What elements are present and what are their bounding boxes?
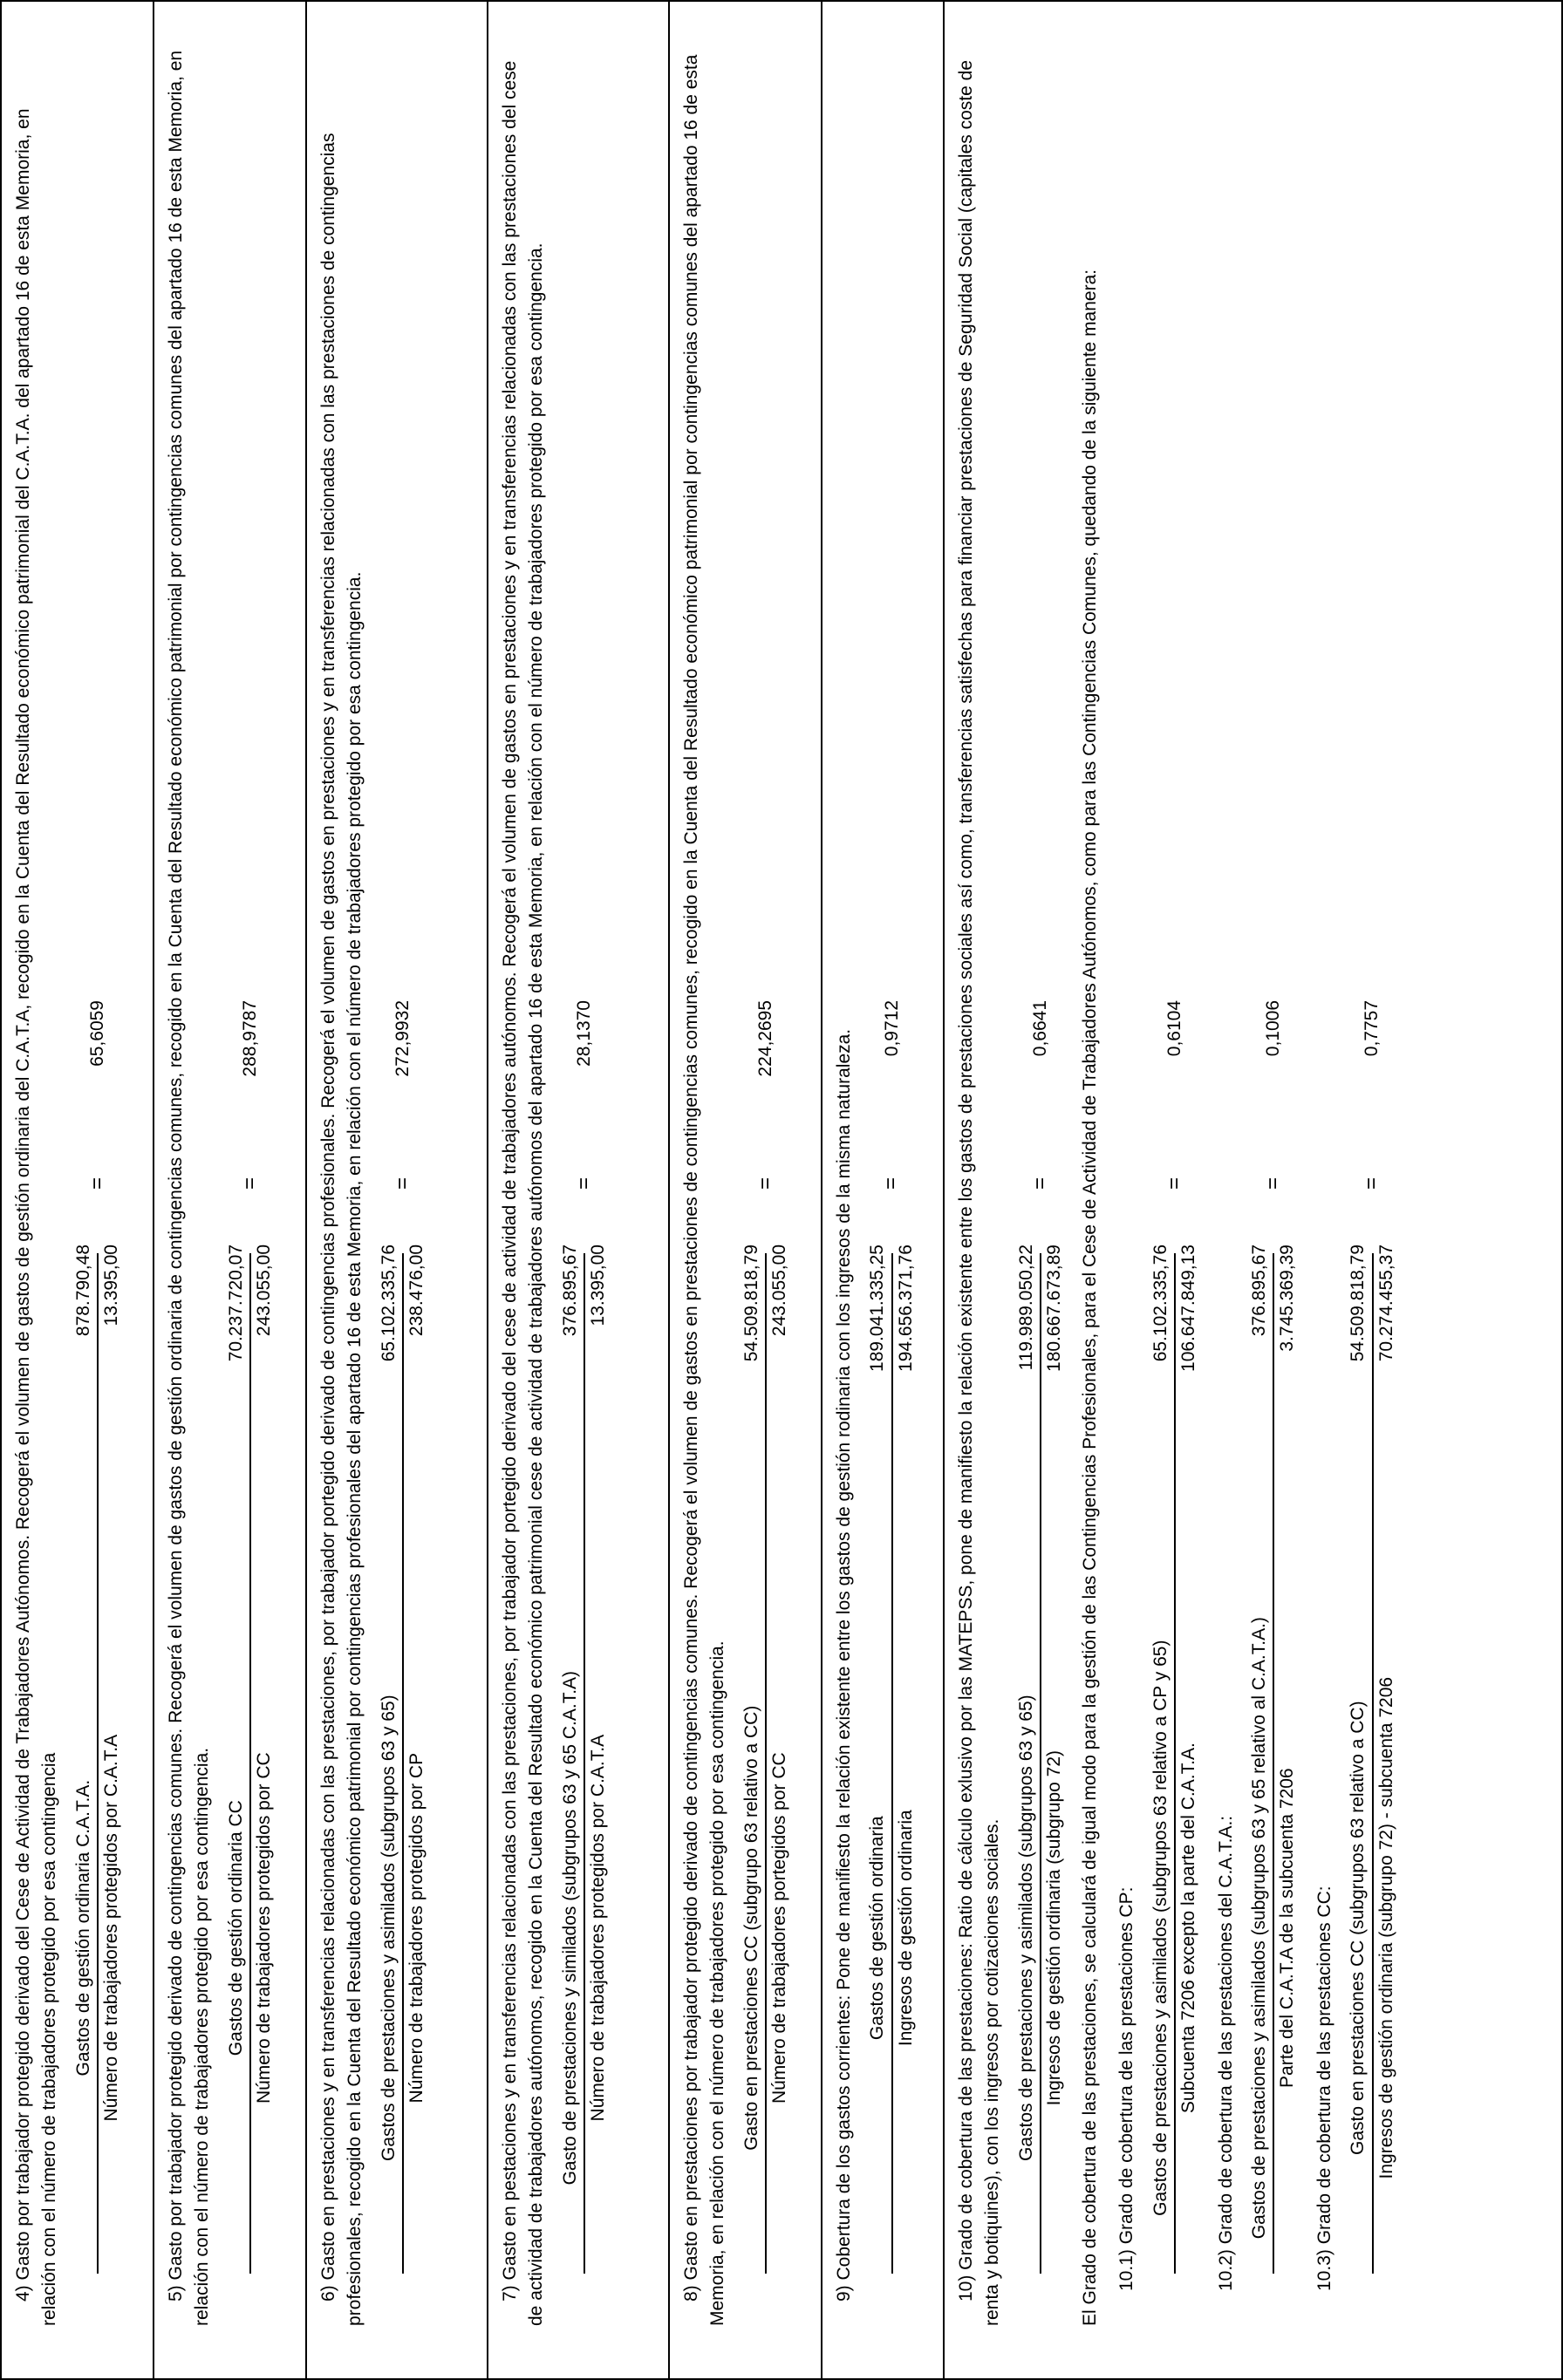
indicator-text: 5) Gasto por trabajador protegido derivado de contingencias comunes. Recogerá el volumen de gastos de gestión ordinaria de contingencias comunes, recogido en la Cuenta del Resultado económico patrimonial por contingencias comunes del apartado 16 de esta Memoria, en relación con el número de trabajadores protegido por esa contingencia. bbox=[166, 50, 213, 2326]
equals-sign: = bbox=[1260, 1177, 1285, 1190]
equals-sign: = bbox=[1162, 1177, 1186, 1190]
ratio bbox=[223, 45, 278, 2326]
equals-sign: = bbox=[390, 1177, 414, 1190]
result-value: 0,7757 bbox=[1362, 1000, 1382, 1057]
equals-sign: = bbox=[237, 1177, 262, 1190]
equals-sign: = bbox=[571, 1177, 596, 1190]
numerator-label: Gastos de prestaciones y asimilados (subgrupos 63 y 65) bbox=[1015, 1695, 1036, 2161]
equals-sign: = bbox=[753, 1177, 777, 1190]
ratio bbox=[739, 45, 794, 2326]
numerator-value: 54.509.818,79 bbox=[741, 1245, 761, 1362]
numerator-value: 189.041.335,25 bbox=[867, 1245, 888, 1372]
numerator-value: 65.102.335,76 bbox=[1150, 1245, 1171, 1362]
result-value: 28,1370 bbox=[574, 1000, 595, 1067]
equals-sign: = bbox=[1360, 1177, 1384, 1190]
result-value: 0,6104 bbox=[1164, 1000, 1184, 1057]
sub-title: 10.3) Grado de cobertura de las prestaciones CC: bbox=[1314, 1886, 1334, 2291]
indicator-text: 9) Cobertura de los gastos corrientes: Pone de manifiesto la relación existente entre los gastos de gestión rodinaria con los ingresos de la misma naturaleza. bbox=[834, 1028, 854, 2302]
ratio bbox=[1345, 45, 1400, 2326]
numerator-value: 65.102.335,76 bbox=[378, 1245, 399, 1362]
numerator-value: 878.790,48 bbox=[72, 1245, 93, 1337]
numerator-value: 376.895,67 bbox=[559, 1245, 580, 1337]
ratio bbox=[864, 45, 919, 2326]
result-value: 0,6641 bbox=[1030, 1000, 1051, 1057]
ratio bbox=[557, 45, 612, 2326]
indicator-intro: El Grado de cobertura de las prestaciones, se calculará de igual modo para la gestión de las Contingencias Profesionales, para el Cese de Actividad de Trabajadores Autónomos, como para las Contingencias Comunes, quedando de la siguiente manera: bbox=[1079, 269, 1100, 2326]
denominator-label: Ingresos de gestión ordinaria bbox=[895, 1810, 916, 2047]
denominator-label: Número de trabajadores protegidos por C.A.T.A bbox=[588, 1734, 609, 2122]
indicator-row-5 bbox=[154, 1, 306, 2379]
denominator-label: Número de trabajadores portegidos por CC bbox=[769, 1752, 790, 2104]
numerator-label: Gastos de gestión ordinaria C.A.T.A. bbox=[72, 1779, 93, 2077]
denominator-label: Número de trabajadores protegidos por C.A.T.A bbox=[101, 1734, 122, 2122]
indicator-row-9 bbox=[822, 1, 944, 2379]
numerator-label: Gastos de gestión ordinaria CC bbox=[225, 1800, 246, 2056]
denominator-label: Número de trabajadores protegidos por CC bbox=[254, 1752, 275, 2104]
denominator-value: 13.395,00 bbox=[101, 1245, 122, 1326]
ratio bbox=[1246, 45, 1301, 2326]
indicator-row-4 bbox=[1, 1, 154, 2379]
result-value: 272,9932 bbox=[392, 1000, 413, 1077]
denominator-value: 238.476,00 bbox=[406, 1245, 427, 1337]
ratio bbox=[1014, 45, 1068, 2326]
numerator-label: Gastos de prestaciones y asimilados (subgrupos 63 y 65 relativo al C.A.T.A.) bbox=[1248, 1617, 1269, 2240]
result-value: 0,1006 bbox=[1263, 1000, 1284, 1057]
numerator-value: 119.989.050,22 bbox=[1015, 1245, 1036, 1371]
denominator-label: Parte del C.A.T.A de la subcuenta 7206 bbox=[1277, 1768, 1298, 2088]
indicator-text: 10) Grado de cobertura de las prestaciones: Ratio de cálculo exlusivo por las MATEPSS, pone de manifiesto la relación existente entre los gastos de prestaciones sociales así como, transferencias satisfechas para financiar prestaciones de Seguridad Social (capitales coste de renta y botiquines), con los ingresos por cotizaciones sociales. bbox=[956, 60, 1003, 2326]
indicator-text: 6) Gasto en prestaciones y en transferencias relacionadas con las prestaciones, por trabajador portegido derivado de contingencias profesionales. Recogerá el volumen de gastos en prestaciones y en transferencias relacionadas con las prestaciones de contingencias profesionales, recogido en la Cuenta del Resultado económico patrimonial por contingencias profesionales del apartado 16 de esta Memoria, en relación con el número de trabajadores protegido por esa contingencia. bbox=[318, 133, 365, 2326]
indicator-text: 7) Gasto en pestaciones y en transferencias relacionadas con las prestaciones, por trabajador portegido derivado del cese de actividad de trabajadores autónomos. Recogerá el volumen de gastos en prestaciones y en transferencias relacionadas con las prestaciones del cese de actividad de trabajadores autónomos, recogido en la Cuenta del Resultado económico patrimonial cese de actividad de trabajadores autónomos del apartado 16 de esta Memoria, en relación con el número de trabajadores protegido por esa contingencia. bbox=[500, 60, 547, 2326]
denominator-label: Ingresos de gestión ordinaria (subgrupo 72) - subcuenta 7206 bbox=[1375, 1676, 1396, 2179]
numerator-label: Gastos de prestaciones y asimilados (subgrupos 63 relativo a CP y 65) bbox=[1150, 1640, 1171, 2216]
denominator-value: 243.055,00 bbox=[769, 1245, 790, 1337]
result-value: 288,9787 bbox=[240, 1000, 261, 1077]
equals-sign: = bbox=[879, 1177, 904, 1190]
numerator-label: Gastos de gestión ordinaria bbox=[867, 1816, 888, 2041]
result-value: 0,9712 bbox=[881, 1000, 902, 1057]
numerator-label: Gasto en prestaciones CC (subgrupos 63 relativo a CC) bbox=[1348, 1701, 1368, 2155]
indicator-row-6 bbox=[306, 1, 488, 2379]
sub-title: 10.2) Grado de cobertura de las prestaciones del C.A.T.A.: bbox=[1215, 1815, 1236, 2291]
numerator-value: 54.509.818,79 bbox=[1348, 1245, 1368, 1362]
indicator-row-8 bbox=[669, 1, 822, 2379]
ratio bbox=[1148, 45, 1203, 2326]
denominator-label: Subcuenta 7206 excepto la parte del C.A.T.A. bbox=[1178, 1742, 1199, 2114]
denominator-value: 70.274.455,37 bbox=[1375, 1245, 1396, 1362]
denominator-value: 194.656.371,76 bbox=[895, 1245, 916, 1372]
indicator-row-7 bbox=[488, 1, 669, 2379]
result-value: 65,6059 bbox=[87, 1000, 108, 1067]
equals-sign: = bbox=[1027, 1177, 1052, 1190]
result-value: 224,2695 bbox=[755, 1000, 776, 1077]
denominator-label: Ingresos de gestión ordinaria (subgrupo 72) bbox=[1044, 1749, 1065, 2106]
denominator-value: 3.745.369,39 bbox=[1277, 1245, 1298, 1352]
sub-title: 10.1) Grado de cobertura de las prestaciones CP: bbox=[1116, 1886, 1137, 2291]
numerator-value: 376.895,67 bbox=[1248, 1245, 1269, 1337]
numerator-value: 70.237.720,07 bbox=[225, 1245, 246, 1362]
denominator-label: Número de trabajadores protegidos por CP bbox=[406, 1752, 427, 2104]
indicator-text: 8) Gasto en prestaciones por trabajador protegido derivado de contingencias comunes. Recogerá el volumen de gastos en prestaciones de contingencias comunes, recogido en la Cuenta del Resultado económico patrimonial por contingencias comunes del apartado 16 de esta Memoria, en relación con el número de trabajadores protegido por esa contingencia. bbox=[681, 54, 728, 2326]
numerator-label: Gastos de prestaciones y asimilados (subgrupos 63 y 65) bbox=[378, 1695, 399, 2161]
numerator-label: Gasto de prestaciones y similados (subgrupos 63 y 65 C.A.T.A) bbox=[559, 1670, 580, 2186]
ratio bbox=[71, 45, 126, 2326]
indicator-row-10 bbox=[944, 1, 1562, 2379]
denominator-value: 180.667.673,89 bbox=[1044, 1245, 1065, 1372]
equals-sign: = bbox=[85, 1177, 109, 1190]
numerator-label: Gasto en prestaciones CC (subgrupo 63 relativo a CC) bbox=[741, 1705, 761, 2151]
ratio bbox=[376, 45, 431, 2326]
denominator-value: 13.395,00 bbox=[588, 1245, 609, 1326]
denominator-value: 243.055,00 bbox=[254, 1245, 275, 1337]
denominator-value: 106.647.849,13 bbox=[1178, 1245, 1199, 1372]
indicator-text: 4) Gasto por trabajador protegido derivado del Cese de Actividad de Trabajadores Autónomos. Recogerá el volumen de gastos de gestión ordinaria del C.A.T.A, recogido en la Cuenta del Resultado económico patrimonial del C.A.T.A. del apartado 16 de esta Memoria, en relación con el número de trabajadores protegido por esa contingencia bbox=[13, 108, 60, 2326]
